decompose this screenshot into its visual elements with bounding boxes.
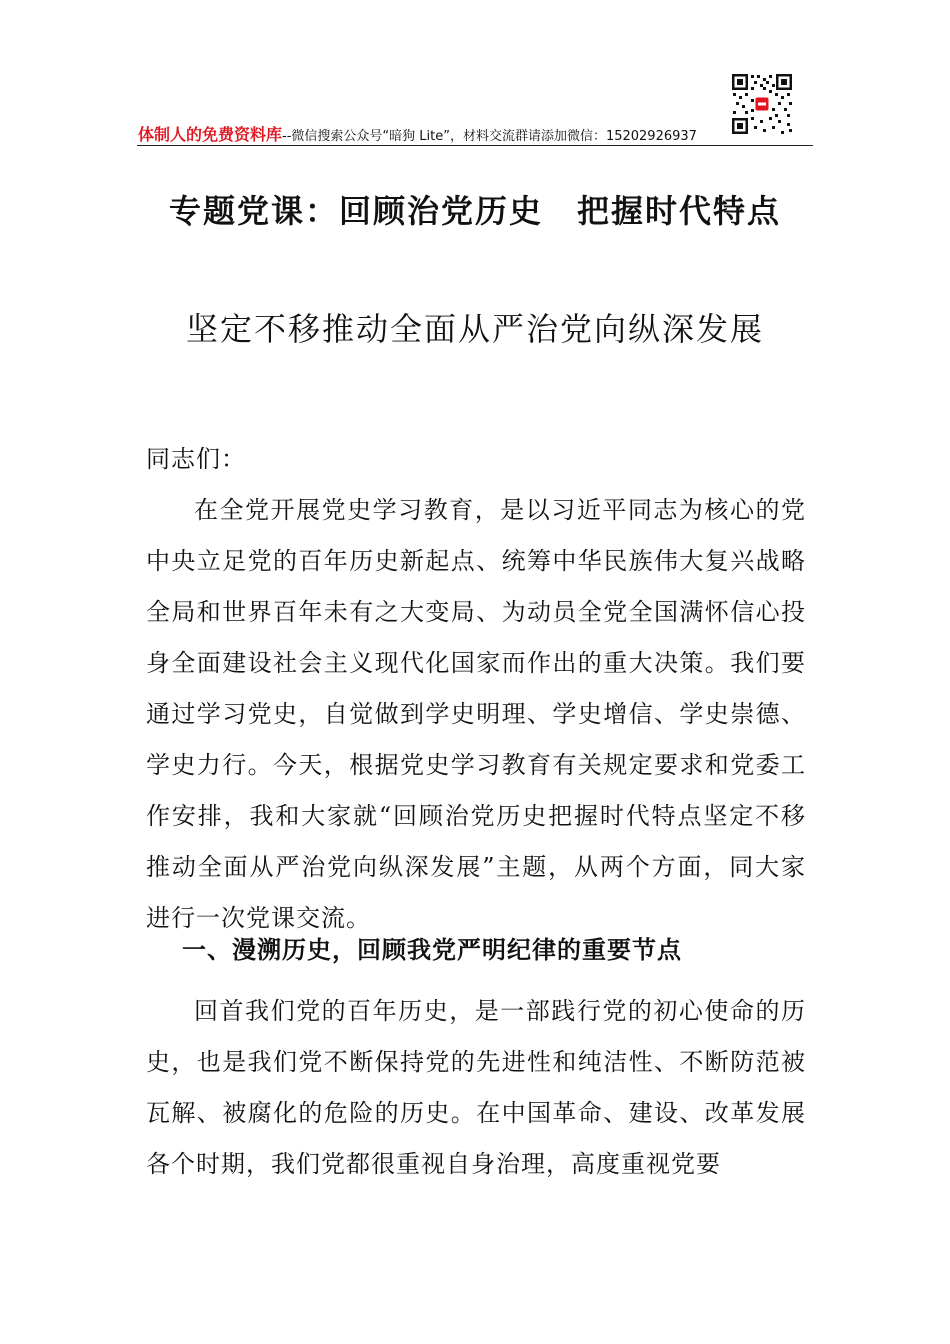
document-title-line-2: 坚定不移推动全面从严治党向纵深发展 xyxy=(185,310,764,348)
header-info: --微信搜索公众号“暗狗 Lite”，材料交流群请添加微信：15202926937 xyxy=(282,129,697,144)
header-divider xyxy=(137,145,813,146)
page-header xyxy=(138,122,812,146)
paragraph-1: 在全党开展党史学习教育，是以习近平同志为核心的党中央立足党的百年历史新起点、统筹中华民族伟大复兴战略全局和世界百年未有之大变局、为动员全党全国满怀信心投身全面建设社会主义现代化国家而作出的重大决策。我们要通过学习党史，自觉做到学史明理、学史增信、学史崇德、学史力行。今天，根据党史学习教育有关规定要求和党委工作安排，我和大家就“回顾治党历史把握时代特点坚定不移推动全面从严治党向纵深发展”主题，从两个方面，同大家进行一次党课交流。 xyxy=(146,496,806,932)
header-brand: 体制人的免费资料库 xyxy=(138,125,283,144)
document-title-line-1: 专题党课：回顾治党历史 把握时代特点 xyxy=(168,192,781,230)
section-heading-1: 一、漫溯历史，回顾我党严明纪律的重要节点 xyxy=(182,936,682,964)
qr-code-icon xyxy=(731,73,793,135)
paragraph-2: 回首我们党的百年历史，是一部践行党的初心使命的历史，也是我们党不断保持党的先进性和纯洁性、不断防范被瓦解、被腐化的危险的历史。在中国革命、建设、改革发展各个时期，我们党都很重视自身治理，高度重视党要 xyxy=(146,997,806,1178)
salutation: 同志们： xyxy=(146,445,246,473)
